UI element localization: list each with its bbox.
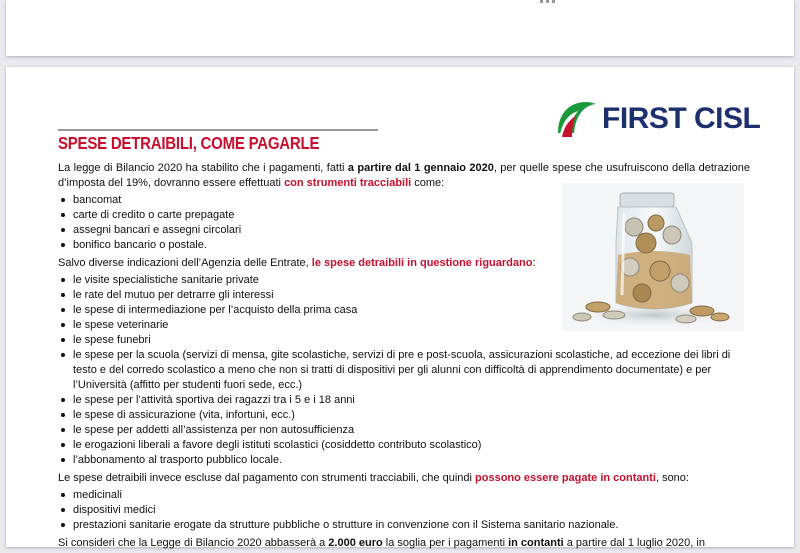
list-item: le spese per l’attività sportiva dei ragazzi tra i 5 e i 18 anni [58, 393, 750, 408]
list-item: le spese veterinarie [58, 318, 750, 333]
list-item: le spese di intermediazione per l’acquisto della prima casa [58, 303, 750, 318]
list-item: l’abbonamento al trasporto pubblico locale. [58, 453, 750, 468]
brand-name: FIRST CISL [602, 102, 761, 135]
title-rule [58, 129, 378, 131]
list-item: le erogazioni liberali a favore degli istituti scolastici (cosiddetto contributo scolastico) [58, 438, 750, 453]
list-item: medicinali [58, 488, 750, 503]
list-item: bancomat [58, 193, 750, 208]
article-body [58, 161, 750, 553]
list-item: le spese per la scuola (servizi di mensa, gite scolastiche, servizi di pre e post-scuola, assicurazioni scolastiche, ad eccezione dei libri di testo e del corredo scolastico a meno che non si tratti di dispositivi per gli alunni con difficoltà di apprendimento documentate) e per l’Università (affitto per studenti fuori sede, ecc.) [58, 348, 750, 393]
cash-expenses-list [58, 488, 750, 533]
expenses-intro: Salvo diverse indicazioni dell’Agenzia delle Entrate, le spese detraibili in questione riguardano: [58, 257, 536, 269]
list-item: le spese di assicurazione (vita, infortuni, ecc.) [58, 408, 750, 423]
list-item: prestazioni sanitarie erogate da strutture pubbliche o strutture in convenzione con il Sistema sanitario nazionale. [58, 518, 750, 533]
first-cisl-logo [556, 99, 761, 143]
threshold-paragraph: Si consideri che la Legge di Bilancio 2020 abbasserà a 2.000 euro la soglia per i pagamenti in contanti a partire dal 1 luglio 2020, in [58, 537, 705, 549]
cash-intro: Le spese detraibili invece escluse dal pagamento con strumenti tracciabili, che quindi possono essere pagate in contanti, sono: [58, 472, 689, 484]
document-page [6, 67, 794, 547]
list-item: le spese per addetti all’assistenza per non autosufficienza [58, 423, 750, 438]
list-item: bonifico bancario o postale. [58, 238, 750, 253]
list-item: assegni bancari e assegni circolari [58, 223, 750, 238]
intro-paragraph: La legge di Bilancio 2020 ha stabilito che i pagamenti, fatti a partire dal 1 gennaio 2020, per quelle spese che usufruiscono della detrazione d’imposta del 19%, dovranno essere effettuati con strumenti tracciabili come: [58, 162, 750, 189]
previous-page [6, 0, 794, 56]
list-item: le visite specialistiche sanitarie private [58, 273, 750, 288]
list-item: le rate del mutuo per detrarre gli interessi [58, 288, 750, 303]
cisl-arc-icon [556, 99, 598, 139]
list-item: le spese funebri [58, 333, 750, 348]
expenses-list [58, 273, 750, 468]
payment-methods-list [58, 193, 750, 253]
list-item: dispositivi medici [58, 503, 750, 518]
page-marks [540, 0, 556, 3]
list-item: carte di credito o carte prepagate [58, 208, 750, 223]
page-title: SPESE DETRAIBILI, COME PAGARLE [58, 133, 320, 153]
